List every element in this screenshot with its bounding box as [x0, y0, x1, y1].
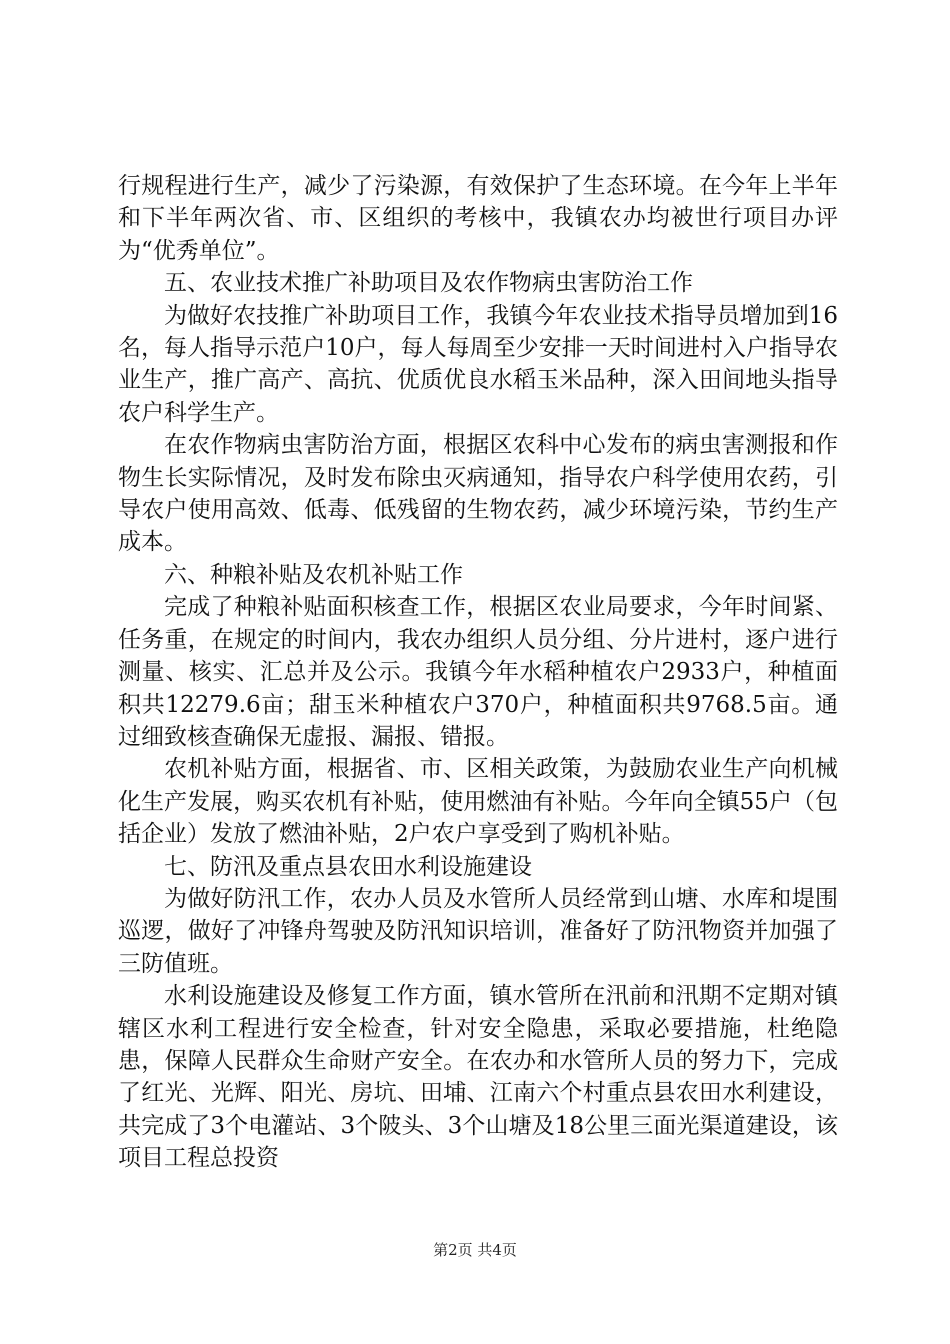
paragraph-grain-subsidy: 完成了种粮补贴面积核查工作，根据区农业局要求，今年时间紧、任务重，在规定的时间内，我农办组织人员分组、分片进村，逐户进行测量、核实、汇总并及公示。我镇今年水稻种植农户2933户，种植面积共12279.6亩；甜玉米种植农户370户，种植面积共9768.5亩。通过细致核查确保无虚报、漏报、错报。 — [118, 594, 838, 750]
paragraph-water-conservancy: 水利设施建设及修复工作方面，镇水管所在汛前和汛期不定期对镇辖区水利工程进行安全检查，针对安全隐患，采取必要措施，杜绝隐患，保障人民群众生命财产安全。在农办和水管所人员的努力下，完成了红光、光辉、阳光、房坑、田埔、江南六个村重点县农田水利建设，共完成了3个电灌站、3个陂头、3个山塘及18公里三面光渠道建设，该项目工程总投资 — [118, 983, 838, 1172]
section-heading-5: 五、农业技术推广补助项目及农作物病虫害防治工作 — [164, 270, 693, 297]
section-heading-7: 七、防汛及重点县农田水利设施建设 — [164, 853, 532, 880]
paragraph-flood-control: 为做好防汛工作，农办人员及水管所人员经常到山塘、水库和堤围巡逻，做好了冲锋舟驾驶及防汛知识培训，准备好了防汛物资并加强了三防值班。 — [118, 885, 838, 977]
page-number-label: 第2页 共4页 — [433, 1241, 517, 1259]
paragraph-continuation: 行规程进行生产，减少了污染源，有效保护了生态环境。在今年上半年和下半年两次省、市、区组织的考核中，我镇农办均被世行项目办评为“优秀单位”。 — [118, 173, 838, 264]
page-footer — [0, 1240, 950, 1260]
paragraph-pest-control: 在农作物病虫害防治方面，根据区农科中心发布的病虫害测报和作物生长实际情况，及时发布除虫灭病通知，指导农户科学使用农药，引导农户使用高效、低毒、低残留的生物农药，减少环境污染，节约生产成本。 — [118, 432, 838, 556]
paragraph-machinery-subsidy: 农机补贴方面，根据省、市、区相关政策，为鼓励农业生产向机械化生产发展，购买农机有补贴，使用燃油有补贴。今年向全镇55户（包括企业）发放了燃油补贴，2户农户享受到了购机补贴。 — [118, 756, 838, 848]
document-body — [118, 170, 838, 1175]
section-heading-6: 六、种粮补贴及农机补贴工作 — [164, 561, 463, 588]
paragraph-tech-promotion: 为做好农技推广补助项目工作，我镇今年农业技术指导员增加到16名，每人指导示范户10户，每人每周至少安排一天时间进村入户指导农业生产，推广高产、高抗、优质优良水稻玉米品种，深入田间地头指导农户科学生产。 — [118, 302, 838, 426]
